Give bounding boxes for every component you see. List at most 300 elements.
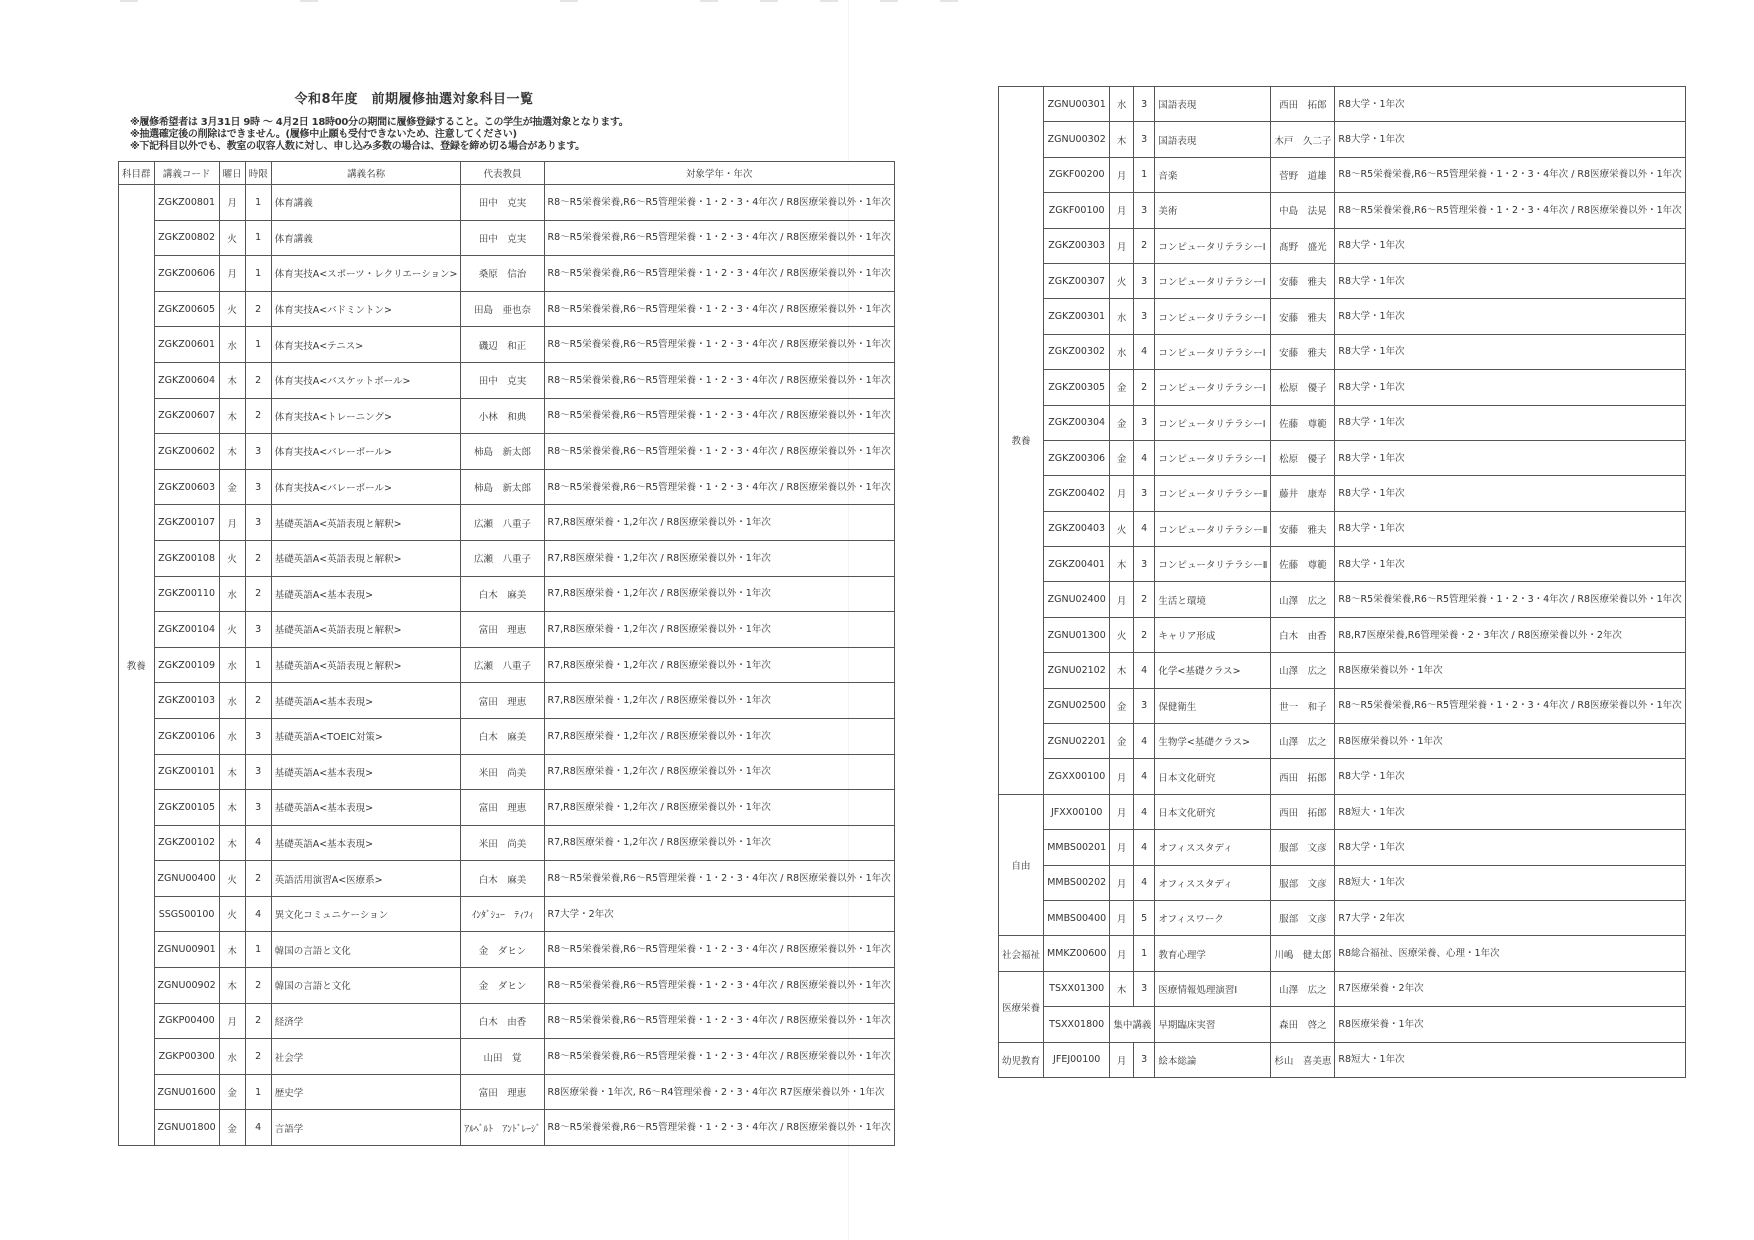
target-students: R8医療栄養・1年次	[1335, 1007, 1685, 1042]
period-cell: 2	[1133, 582, 1154, 617]
course-code: ZGKZ00304	[1044, 405, 1110, 440]
table-row	[999, 1042, 1686, 1077]
course-name: 韓国の言語と文化	[271, 968, 461, 1004]
course-name: オフィススタディ	[1155, 865, 1271, 900]
target-students: R8大学・1年次	[1335, 476, 1685, 511]
table-row	[119, 1039, 895, 1075]
course-code: TSXX01300	[1044, 971, 1110, 1006]
target-students: R7,R8医療栄養・1,2年次 / R8医療栄養以外・1年次	[544, 790, 894, 826]
table-row	[119, 291, 895, 327]
day-cell: 火	[219, 291, 245, 327]
period-cell: 2	[245, 683, 271, 719]
left-course-table	[118, 161, 895, 1146]
day-cell: 水	[219, 327, 245, 363]
period-cell: 1	[1133, 936, 1154, 971]
teacher-name: ｱﾙﾍﾞﾙﾄ ｱﾝﾄﾞﾚｰｼﾞ	[461, 1110, 544, 1146]
period-cell: 3	[245, 469, 271, 505]
course-name: 基礎英語A<基本表現>	[271, 576, 461, 612]
target-students: R8大学・1年次	[1335, 547, 1685, 582]
period-cell: 3	[1133, 193, 1154, 228]
target-students: R8～R5栄養栄養,R6～R5管理栄養・1・2・3・4年次 / R8医療栄養以外・1年次	[544, 220, 894, 256]
table-row	[999, 440, 1686, 475]
day-cell: 木	[219, 754, 245, 790]
teacher-name: 西田 拓郎	[1271, 87, 1335, 122]
target-students: R8大学・1年次	[1335, 334, 1685, 369]
course-code: ZGNU00301	[1044, 87, 1110, 122]
target-students: R7,R8医療栄養・1,2年次 / R8医療栄養以外・1年次	[544, 718, 894, 754]
course-name: 基礎英語A<基本表現>	[271, 683, 461, 719]
teacher-name: 田中 克実	[461, 220, 544, 256]
teacher-name: 米田 尚美	[461, 754, 544, 790]
course-name: 早期臨床実習	[1155, 1007, 1271, 1042]
target-students: R8～R5栄養栄養,R6～R5管理栄養・1・2・3・4年次 / R8医療栄養以外・1年次	[544, 291, 894, 327]
day-cell: 月	[1110, 228, 1134, 263]
course-code: ZGNU02500	[1044, 688, 1110, 723]
table-row	[119, 683, 895, 719]
teacher-name: 富田 理恵	[461, 612, 544, 648]
teacher-name: 服部 文彦	[1271, 900, 1335, 935]
course-name: 生物学<基礎クラス>	[1155, 724, 1271, 759]
day-cell: 木	[219, 398, 245, 434]
course-code: ZGKZ00302	[1044, 334, 1110, 369]
teacher-name: 白木 麻美	[461, 576, 544, 612]
course-code: ZGKZ00101	[154, 754, 219, 790]
course-name: 体育実技A<テニス>	[271, 327, 461, 363]
teacher-name: 白木 麻美	[461, 718, 544, 754]
day-cell: 月	[1110, 476, 1134, 511]
period-cell: 1	[245, 220, 271, 256]
course-name: 保健衛生	[1155, 688, 1271, 723]
teacher-name: 佐藤 尊範	[1271, 547, 1335, 582]
teacher-name: 金 ダヒン	[461, 932, 544, 968]
course-name: 体育実技A<バドミントン>	[271, 291, 461, 327]
period-cell: 3	[1133, 263, 1154, 298]
teacher-name: 白木 麻美	[461, 861, 544, 897]
teacher-name: 佐藤 尊範	[1271, 405, 1335, 440]
course-code: JFXX00100	[1044, 794, 1110, 829]
period-cell: 3	[245, 790, 271, 826]
teacher-name: 世一 和子	[1271, 688, 1335, 723]
course-name: コンピュータリテラシーⅠ	[1155, 334, 1271, 369]
note-line: ※抽選確定後の削除はできません。(履修中止願も受付できないため、注意してください)	[130, 129, 517, 140]
course-code: ZGNU02201	[1044, 724, 1110, 759]
course-name: 体育実技A<バレーボール>	[271, 469, 461, 505]
day-cell: 月	[1110, 900, 1134, 935]
course-code: ZGKZ00603	[154, 469, 219, 505]
teacher-name: 田中 克実	[461, 185, 544, 221]
course-code: ZGKZ00110	[154, 576, 219, 612]
course-code: ZGKP00400	[154, 1003, 219, 1039]
target-students: R8～R5栄養栄養,R6～R5管理栄養・1・2・3・4年次 / R8医療栄養以外・1年次	[544, 327, 894, 363]
day-cell: 金	[219, 469, 245, 505]
course-name: 国語表現	[1155, 87, 1271, 122]
teacher-name: 柿島 新太郎	[461, 469, 544, 505]
teacher-name: 安藤 雅夫	[1271, 334, 1335, 369]
category-cell: 医療栄養	[999, 971, 1044, 1042]
teacher-name: 中島 法晃	[1271, 193, 1335, 228]
table-row	[119, 790, 895, 826]
course-code: ZGKZ00403	[1044, 511, 1110, 546]
right-page	[998, 86, 1682, 1078]
day-cell: 月	[1110, 1042, 1134, 1077]
header-course: 講義名称	[271, 162, 461, 185]
period-cell: 3	[245, 505, 271, 541]
table-row	[999, 511, 1686, 546]
teacher-name: 白木 由香	[461, 1003, 544, 1039]
target-students: R8～R5栄養栄養,R6～R5管理栄養・1・2・3・4年次 / R8医療栄養以外・1年次	[544, 1039, 894, 1075]
target-students: R8大学・1年次	[1335, 228, 1685, 263]
teacher-name: 小林 和典	[461, 398, 544, 434]
table-row	[999, 476, 1686, 511]
table-row	[119, 540, 895, 576]
day-cell: 月	[1110, 794, 1134, 829]
day-cell: 火	[1110, 617, 1134, 652]
day-cell: 木	[1110, 653, 1134, 688]
target-students: R8大学・1年次	[1335, 759, 1685, 794]
course-code: ZGNU00400	[154, 861, 219, 897]
table-row	[999, 157, 1686, 192]
course-code: MMBS00400	[1044, 900, 1110, 935]
period-cell: 1	[245, 327, 271, 363]
day-cell: 木	[219, 362, 245, 398]
course-code: ZGKZ00605	[154, 291, 219, 327]
teacher-name: 富田 理恵	[461, 683, 544, 719]
day-cell: 木	[1110, 547, 1134, 582]
notes	[118, 117, 710, 153]
table-row	[999, 87, 1686, 122]
table-row	[999, 547, 1686, 582]
target-students: R8～R5栄養栄養,R6～R5管理栄養・1・2・3・4年次 / R8医療栄養以外・1年次	[544, 932, 894, 968]
course-code: ZGKZ00402	[1044, 476, 1110, 511]
period-cell: 2	[1133, 228, 1154, 263]
course-name: コンピュータリテラシーⅠ	[1155, 370, 1271, 405]
table-row	[119, 1074, 895, 1110]
table-row	[119, 754, 895, 790]
period-cell: 3	[1133, 405, 1154, 440]
table-row	[999, 900, 1686, 935]
course-name: 日本文化研究	[1155, 759, 1271, 794]
period-cell: 1	[245, 185, 271, 221]
period-cell: 3	[245, 612, 271, 648]
period-cell: 1	[245, 1074, 271, 1110]
course-name: 基礎英語A<基本表現>	[271, 790, 461, 826]
period-cell: 3	[1133, 122, 1154, 157]
teacher-name: 服部 文彦	[1271, 865, 1335, 900]
course-code: ZGKZ00602	[154, 434, 219, 470]
day-cell: 火	[219, 896, 245, 932]
schedule-note: 集中講義	[1110, 1007, 1155, 1042]
course-name: 日本文化研究	[1155, 794, 1271, 829]
table-row	[999, 582, 1686, 617]
target-students: R8～R5栄養栄養,R6～R5管理栄養・1・2・3・4年次 / R8医療栄養以外・1年次	[1335, 688, 1685, 723]
target-students: R8～R5栄養栄養,R6～R5管理栄養・1・2・3・4年次 / R8医療栄養以外・1年次	[544, 256, 894, 292]
target-students: R8～R5栄養栄養,R6～R5管理栄養・1・2・3・4年次 / R8医療栄養以外・1年次	[544, 861, 894, 897]
period-cell: 3	[1133, 299, 1154, 334]
course-name: 体育実技A<バレーボール>	[271, 434, 461, 470]
table-row	[119, 327, 895, 363]
table-row	[119, 469, 895, 505]
target-students: R8短大・1年次	[1335, 794, 1685, 829]
period-cell: 2	[245, 540, 271, 576]
category-cell: 自由	[999, 794, 1044, 936]
course-name: オフィススタディ	[1155, 830, 1271, 865]
target-students: R8大学・1年次	[1335, 263, 1685, 298]
period-cell: 4	[1133, 511, 1154, 546]
course-name: 国語表現	[1155, 122, 1271, 157]
day-cell: 金	[1110, 440, 1134, 475]
day-cell: 水	[219, 576, 245, 612]
course-code: ZGKZ00401	[1044, 547, 1110, 582]
table-row	[119, 576, 895, 612]
target-students: R8～R5栄養栄養,R6～R5管理栄養・1・2・3・4年次 / R8医療栄養以外・1年次	[544, 968, 894, 1004]
table-row	[119, 434, 895, 470]
header-code: 講義コード	[154, 162, 219, 185]
teacher-name: 髙野 盛光	[1271, 228, 1335, 263]
day-cell: 木	[219, 434, 245, 470]
header-period: 時限	[245, 162, 271, 185]
target-students: R8短大・1年次	[1335, 1042, 1685, 1077]
table-row	[119, 398, 895, 434]
course-name: 歴史学	[271, 1074, 461, 1110]
target-students: R8大学・1年次	[1335, 122, 1685, 157]
course-name: オフィスワーク	[1155, 900, 1271, 935]
teacher-name: 桑原 信治	[461, 256, 544, 292]
course-name: 基礎英語A<英語表現と解釈>	[271, 505, 461, 541]
target-students: R7,R8医療栄養・1,2年次 / R8医療栄養以外・1年次	[544, 540, 894, 576]
teacher-name: 西田 拓郎	[1271, 794, 1335, 829]
course-code: ZGKF00200	[1044, 157, 1110, 192]
period-cell: 1	[245, 256, 271, 292]
table-row	[999, 299, 1686, 334]
target-students: R8大学・1年次	[1335, 299, 1685, 334]
table-row	[999, 122, 1686, 157]
course-name: コンピュータリテラシーⅡ	[1155, 511, 1271, 546]
period-cell: 1	[245, 647, 271, 683]
day-cell: 木	[1110, 122, 1134, 157]
course-code: ZGNU01600	[154, 1074, 219, 1110]
table-row	[999, 865, 1686, 900]
period-cell: 4	[1133, 440, 1154, 475]
course-code: ZGKF00100	[1044, 193, 1110, 228]
course-name: キャリア形成	[1155, 617, 1271, 652]
period-cell: 4	[1133, 653, 1154, 688]
course-name: コンピュータリテラシーⅠ	[1155, 263, 1271, 298]
course-code: ZGKZ00301	[1044, 299, 1110, 334]
period-cell: 1	[245, 932, 271, 968]
category-cell: 教養	[999, 87, 1044, 795]
period-cell: 4	[245, 825, 271, 861]
course-name: コンピュータリテラシーⅡ	[1155, 547, 1271, 582]
header-target: 対象学年・年次	[544, 162, 894, 185]
teacher-name: 金 ダヒン	[461, 968, 544, 1004]
target-students: R7,R8医療栄養・1,2年次 / R8医療栄養以外・1年次	[544, 754, 894, 790]
course-code: JFEJ00100	[1044, 1042, 1110, 1077]
period-cell: 2	[245, 1039, 271, 1075]
course-code: MMBS00201	[1044, 830, 1110, 865]
target-students: R7医療栄養・2年次	[1335, 971, 1685, 1006]
scan-artifacts	[0, 0, 1754, 8]
target-students: R8短大・1年次	[1335, 865, 1685, 900]
teacher-name: 森田 啓之	[1271, 1007, 1335, 1042]
day-cell: 木	[1110, 971, 1134, 1006]
header-day: 曜日	[219, 162, 245, 185]
day-cell: 木	[219, 790, 245, 826]
period-cell: 4	[1133, 724, 1154, 759]
table-row	[999, 370, 1686, 405]
period-cell: 2	[245, 968, 271, 1004]
teacher-name: 西田 拓郎	[1271, 759, 1335, 794]
table-row	[119, 896, 895, 932]
teacher-name: 安藤 雅夫	[1271, 511, 1335, 546]
table-row	[999, 971, 1686, 1006]
table-row	[119, 1003, 895, 1039]
day-cell: 月	[1110, 936, 1134, 971]
right-course-table	[998, 86, 1686, 1078]
course-code: ZGKZ00604	[154, 362, 219, 398]
target-students: R7,R8医療栄養・1,2年次 / R8医療栄養以外・1年次	[544, 612, 894, 648]
target-students: R7,R8医療栄養・1,2年次 / R8医療栄養以外・1年次	[544, 576, 894, 612]
period-cell: 4	[1133, 794, 1154, 829]
period-cell: 2	[245, 1003, 271, 1039]
target-students: R8～R5栄養栄養,R6～R5管理栄養・1・2・3・4年次 / R8医療栄養以外・1年次	[544, 434, 894, 470]
course-name: 絵本総論	[1155, 1042, 1271, 1077]
course-code: ZGKZ00108	[154, 540, 219, 576]
day-cell: 金	[1110, 724, 1134, 759]
period-cell: 2	[245, 398, 271, 434]
table-row	[999, 617, 1686, 652]
target-students: R7大学・2年次	[1335, 900, 1685, 935]
target-students: R8～R5栄養栄養,R6～R5管理栄養・1・2・3・4年次 / R8医療栄養以外・1年次	[1335, 193, 1685, 228]
day-cell: 火	[219, 220, 245, 256]
day-cell: 水	[219, 718, 245, 754]
teacher-name: 白木 由香	[1271, 617, 1335, 652]
period-cell: 3	[1133, 476, 1154, 511]
day-cell: 水	[1110, 299, 1134, 334]
teacher-name: 田島 亜也奈	[461, 291, 544, 327]
day-cell: 火	[219, 540, 245, 576]
course-code: ZGKZ00107	[154, 505, 219, 541]
day-cell: 水	[1110, 334, 1134, 369]
day-cell: 火	[1110, 263, 1134, 298]
table-row	[119, 1110, 895, 1146]
table-row	[119, 505, 895, 541]
day-cell: 木	[219, 968, 245, 1004]
teacher-name: 富田 理恵	[461, 790, 544, 826]
table-row	[119, 968, 895, 1004]
target-students: R7,R8医療栄養・1,2年次 / R8医療栄養以外・1年次	[544, 825, 894, 861]
teacher-name: 広瀬 八重子	[461, 505, 544, 541]
header-teacher: 代表教員	[461, 162, 544, 185]
day-cell: 火	[219, 612, 245, 648]
course-code: ZGKP00300	[154, 1039, 219, 1075]
period-cell: 2	[245, 861, 271, 897]
course-code: ZGNU00902	[154, 968, 219, 1004]
day-cell: 水	[1110, 87, 1134, 122]
day-cell: 月	[1110, 865, 1134, 900]
target-students: R8大学・1年次	[1335, 511, 1685, 546]
table-row	[999, 724, 1686, 759]
period-cell: 4	[245, 896, 271, 932]
day-cell: 木	[219, 825, 245, 861]
course-name: 基礎英語A<基本表現>	[271, 825, 461, 861]
teacher-name: 山田 覚	[461, 1039, 544, 1075]
period-cell: 2	[1133, 370, 1154, 405]
page-title: 令和8年度 前期履修抽選対象科目一覧	[294, 92, 534, 107]
target-students: R8～R5栄養栄養,R6～R5管理栄養・1・2・3・4年次 / R8医療栄養以外・1年次	[544, 398, 894, 434]
course-code: ZGKZ00306	[1044, 440, 1110, 475]
course-name: 教育心理学	[1155, 936, 1271, 971]
teacher-name: 山澤 広之	[1271, 582, 1335, 617]
course-name: 韓国の言語と文化	[271, 932, 461, 968]
course-code: SSGS00100	[154, 896, 219, 932]
course-code: ZGNU01300	[1044, 617, 1110, 652]
table-row	[119, 256, 895, 292]
day-cell: 水	[219, 1039, 245, 1075]
course-name: コンピュータリテラシーⅠ	[1155, 440, 1271, 475]
course-code: ZGXX00100	[1044, 759, 1110, 794]
course-name: 体育講義	[271, 185, 461, 221]
course-code: ZGKZ00305	[1044, 370, 1110, 405]
course-code: ZGKZ00106	[154, 718, 219, 754]
course-name: 美術	[1155, 193, 1271, 228]
table-row	[999, 405, 1686, 440]
category-cell: 幼児教育	[999, 1042, 1044, 1077]
teacher-name: 安藤 雅夫	[1271, 263, 1335, 298]
day-cell: 金	[219, 1074, 245, 1110]
table-row	[119, 612, 895, 648]
day-cell: 月	[1110, 830, 1134, 865]
teacher-name: 山澤 広之	[1271, 724, 1335, 759]
day-cell: 月	[219, 505, 245, 541]
period-cell: 3	[1133, 547, 1154, 582]
table-row	[119, 647, 895, 683]
target-students: R8医療栄養・1年次, R6～R4管理栄養・2・3・4年次 R7医療栄養以外・1年次	[544, 1074, 894, 1110]
course-name: 体育講義	[271, 220, 461, 256]
course-code: MMBS00202	[1044, 865, 1110, 900]
course-code: ZGNU02400	[1044, 582, 1110, 617]
period-cell: 4	[1133, 865, 1154, 900]
target-students: R7大学・2年次	[544, 896, 894, 932]
day-cell: 金	[1110, 688, 1134, 723]
table-row	[119, 220, 895, 256]
course-code: ZGKZ00607	[154, 398, 219, 434]
teacher-name: 富田 理恵	[461, 1074, 544, 1110]
day-cell: 月	[219, 185, 245, 221]
target-students: R8～R5栄養栄養,R6～R5管理栄養・1・2・3・4年次 / R8医療栄養以外・1年次	[544, 362, 894, 398]
course-code: ZGKZ00801	[154, 185, 219, 221]
course-code: MMKZ00600	[1044, 936, 1110, 971]
table-row	[999, 830, 1686, 865]
period-cell: 3	[245, 718, 271, 754]
course-name: 音楽	[1155, 157, 1271, 192]
course-code: ZGNU00302	[1044, 122, 1110, 157]
table-row	[999, 228, 1686, 263]
period-cell: 3	[1133, 87, 1154, 122]
target-students: R8～R5栄養栄養,R6～R5管理栄養・1・2・3・4年次 / R8医療栄養以外・1年次	[544, 1110, 894, 1146]
course-name: 異文化コミュニケーション	[271, 896, 461, 932]
course-code: ZGNU02102	[1044, 653, 1110, 688]
teacher-name: 広瀬 八重子	[461, 540, 544, 576]
table-row	[119, 362, 895, 398]
course-name: コンピュータリテラシーⅠ	[1155, 405, 1271, 440]
course-code: ZGKZ00102	[154, 825, 219, 861]
note-line: ※下記科目以外でも、教室の収容人数に対し、申し込み多数の場合は、登録を締め切る場合があります。	[130, 141, 585, 152]
course-code: TSXX01800	[1044, 1007, 1110, 1042]
teacher-name: 米田 尚美	[461, 825, 544, 861]
period-cell: 1	[1133, 157, 1154, 192]
day-cell: 月	[1110, 157, 1134, 192]
target-students: R8大学・1年次	[1335, 370, 1685, 405]
